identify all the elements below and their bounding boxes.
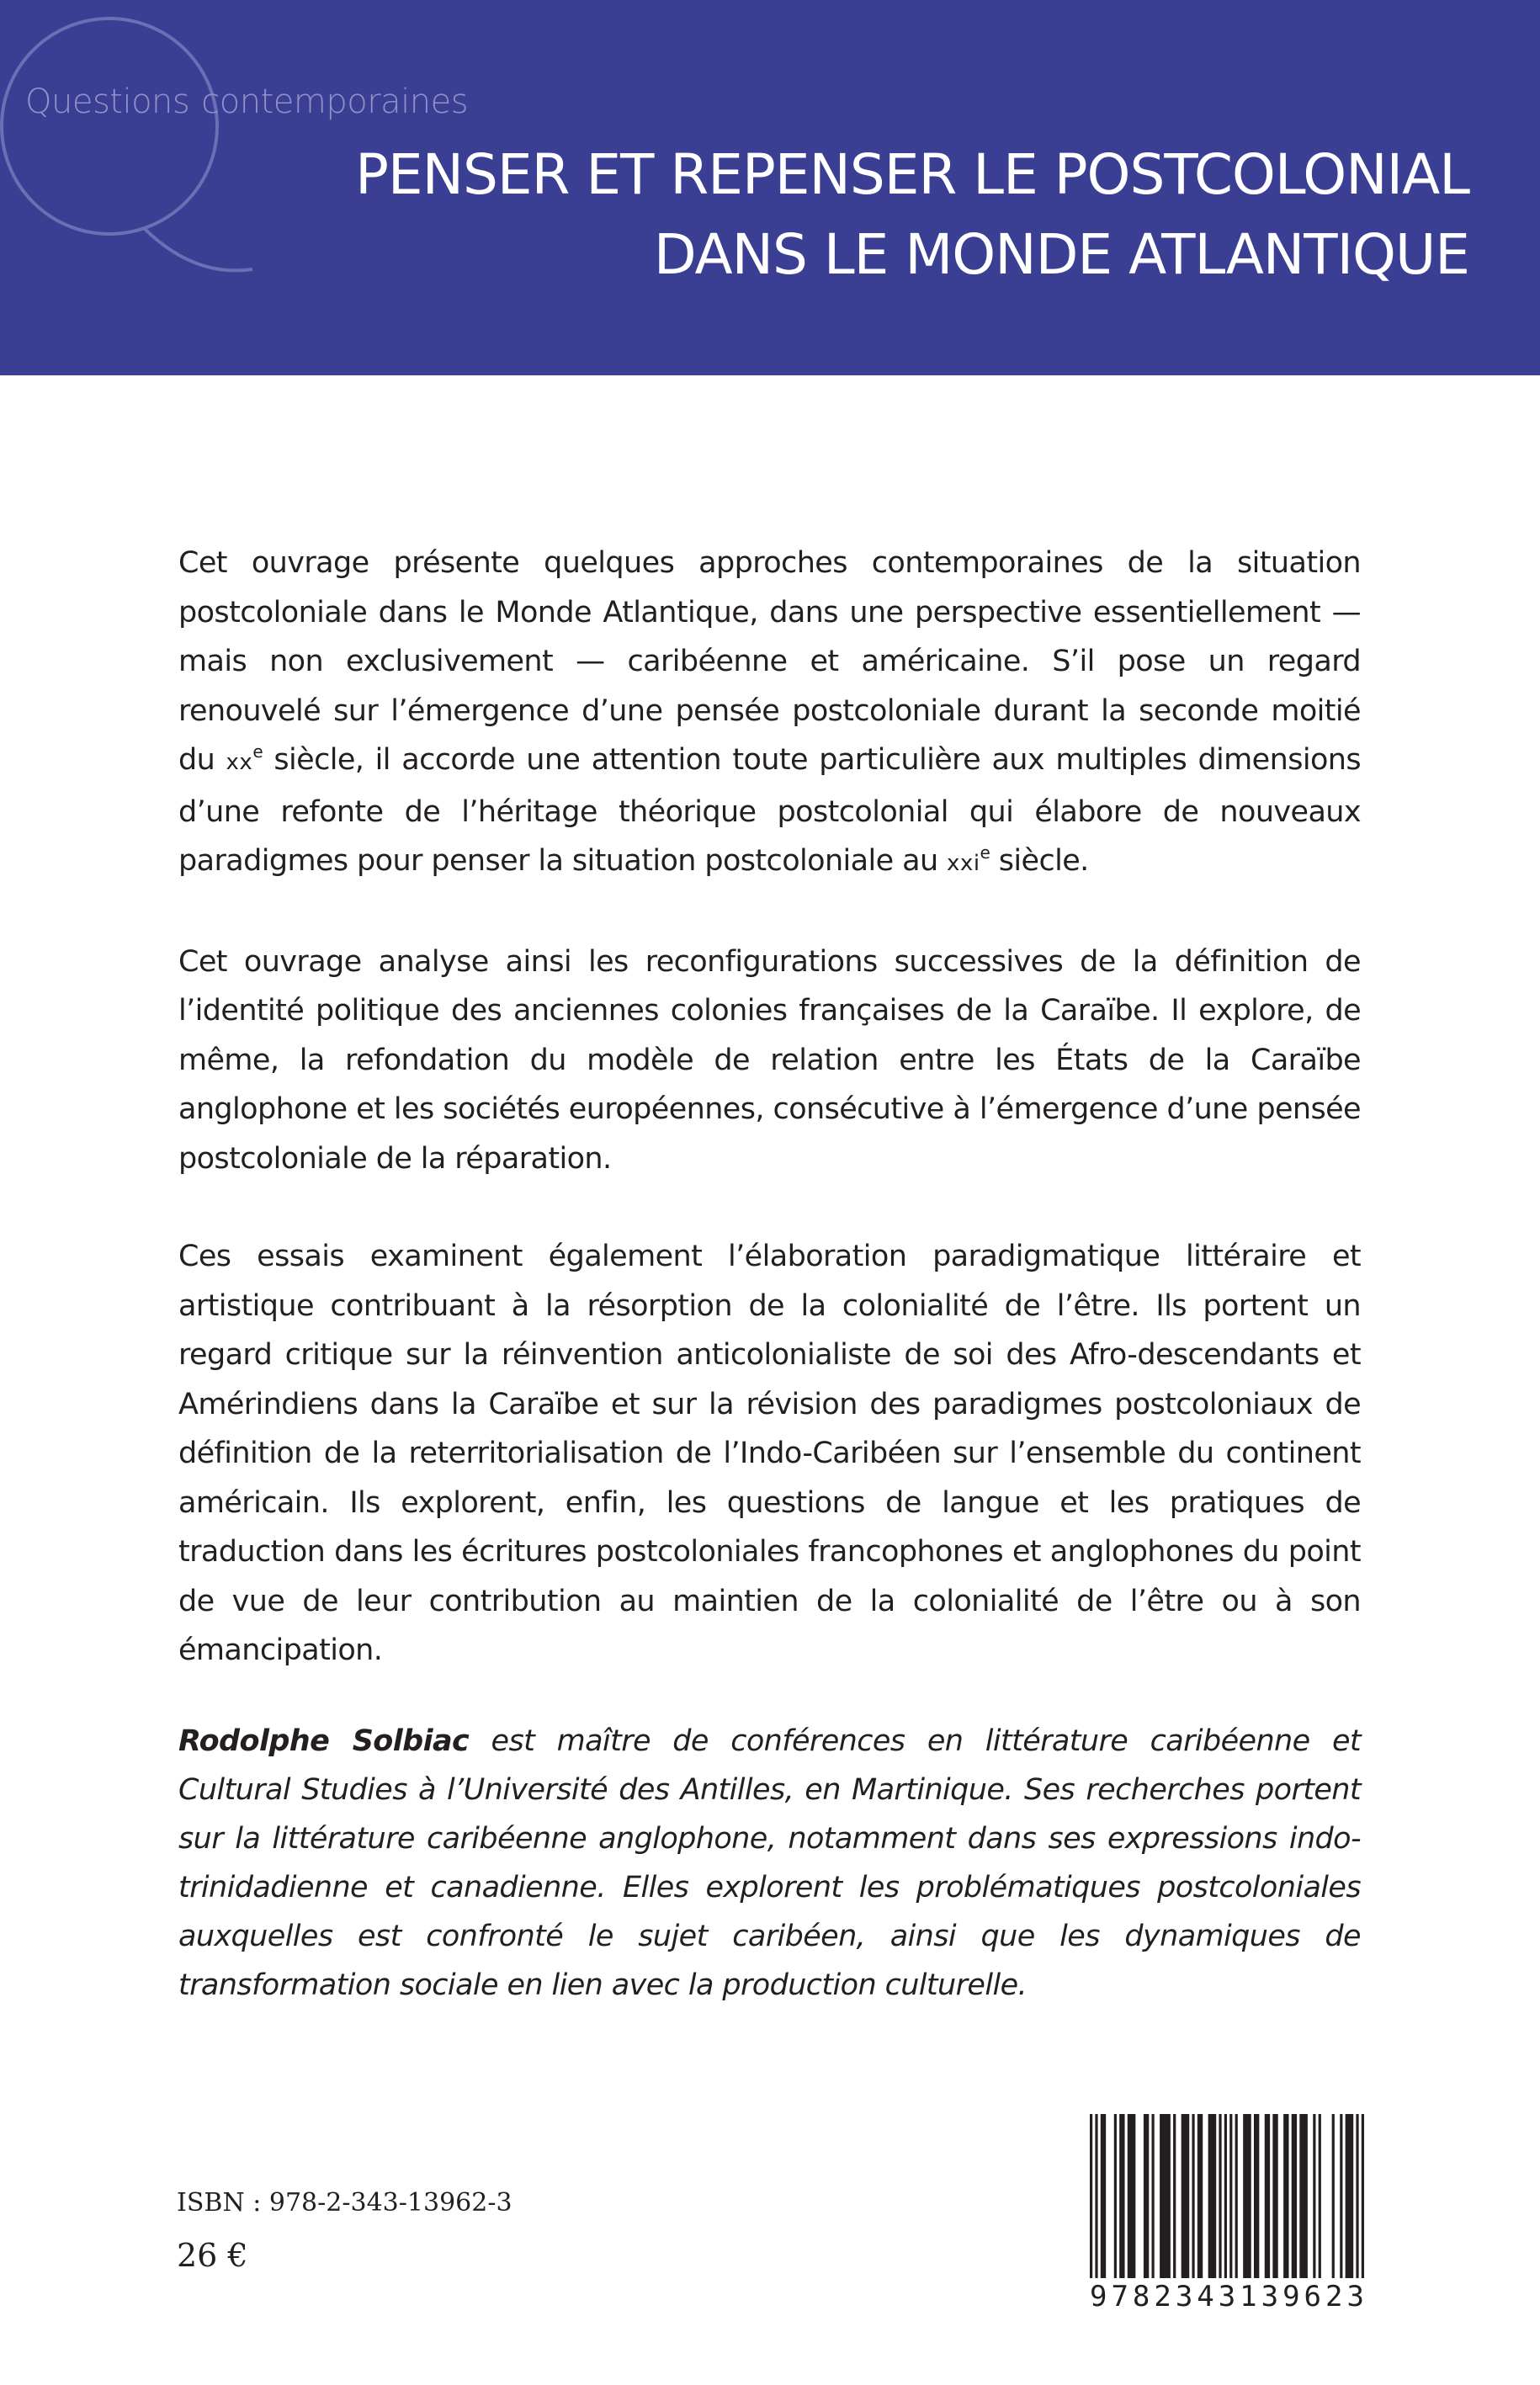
author-name: Rodolphe Solbiac xyxy=(178,1724,470,1758)
barcode-bars xyxy=(1090,2114,1364,2282)
barcode-digit: 8 xyxy=(1132,2280,1150,2313)
barcode-bar xyxy=(1229,2114,1232,2278)
barcode-bar xyxy=(1254,2114,1259,2278)
barcode-bar xyxy=(1332,2114,1335,2278)
barcode-digit: 2 xyxy=(1154,2280,1171,2313)
barcode-bar xyxy=(1208,2114,1217,2278)
barcode-digit: 3 xyxy=(1175,2280,1193,2313)
barcode-bar xyxy=(1356,2114,1358,2278)
price-text: 26 € xyxy=(177,2237,248,2274)
barcode-digit: 2 xyxy=(1325,2280,1343,2313)
barcode-digit: 7 xyxy=(1111,2280,1128,2313)
author-bio xyxy=(178,1717,1361,2010)
cover-header xyxy=(0,0,1540,375)
barcode-bar xyxy=(1272,2114,1277,2278)
barcode-bar xyxy=(1299,2114,1308,2278)
blurb-paragraph-3: Ces essais examinent également l’élaboration paradigmatique littéraire et artistique contribuant à la résorption de la colonialité de l’être. Ils portent un regard critique sur la réinvention anticolonialiste de soi des Afro-descendants et Amérindiens dans la Caraïbe et sur la révision des paradigmes postcoloniaux de définition de la reterritorialisation de l’Indo-Caribéen sur l’ensemble du continent américain. Ils explorent, enfin, les questions de langue et les pratiques de traduction dans les écritures postcoloniales francophones et anglophones du point de vue de leur contribution au maintien de la colonialité de l’être ou à son émancipation. xyxy=(178,1240,1361,1667)
book-title xyxy=(39,135,1469,295)
barcode-bar xyxy=(1095,2114,1097,2278)
barcode-bar xyxy=(1362,2114,1364,2278)
author-bio-text: est maître de conférences en littérature caribéenne et Cultural Studies à l’Université des Antilles, en Martinique. Ses recherches portent sur la littérature caribéenne anglophone, notamment dans ses expressions indo-trinidadienne et canadienne. Elles explorent les problématiques postcoloniales auxquelles est confronté le sujet caribéen, ainsi que les dynamiques de transformation sociale en lien avec la production culturelle. xyxy=(178,1724,1361,2002)
barcode-bar xyxy=(1160,2114,1171,2278)
barcode-bar xyxy=(1346,2114,1354,2278)
superscript-e: e xyxy=(252,741,263,762)
barcode-bar xyxy=(1119,2114,1124,2278)
series-word-questions: Questions xyxy=(25,82,190,121)
barcode-bar xyxy=(1292,2114,1297,2278)
series-name xyxy=(25,82,468,121)
barcode-bar xyxy=(1313,2114,1315,2278)
century-xxi: xxi xyxy=(947,851,980,876)
blurb xyxy=(178,539,1361,1724)
barcode-digit: 9 xyxy=(1090,2280,1107,2313)
book-title-line-1: PENSER ET REPENSER LE POSTCOLONIAL xyxy=(355,142,1469,207)
barcode-bar xyxy=(1283,2114,1288,2278)
barcode xyxy=(1090,2114,1364,2312)
barcode-digit: 9 xyxy=(1282,2280,1300,2313)
barcode-bar xyxy=(1197,2114,1203,2278)
barcode-digits xyxy=(1090,2280,1364,2313)
barcode-bar xyxy=(1243,2114,1251,2278)
barcode-bar xyxy=(1173,2114,1176,2278)
barcode-bar xyxy=(1192,2114,1194,2278)
barcode-digit: 3 xyxy=(1346,2280,1364,2313)
barcode-bar xyxy=(1219,2114,1221,2278)
superscript-e: e xyxy=(980,842,990,863)
barcode-bar xyxy=(1265,2114,1270,2278)
blurb-paragraph-1: Cet ouvrage présente quelques approches contemporaines de la situation postcoloniale dans le Monde Atlantique, dans une perspective essentiellement — mais non exclusivement — caribéenne et américaine. S’il pose un regard renouvelé sur l’émergence d’une pensée postcoloniale durant la seconde moitié du $xx^e$ siècle, il accorde une attention toute particulière aux multiples dimensions d’une refonte de l’héritage théorique postcolonial qui élabore de nouveaux paradigmes pour penser la situation postcoloniale au xxi$^e$ siècle. xyxy=(178,546,1361,878)
barcode-bar xyxy=(1144,2114,1149,2278)
barcode-bar xyxy=(1101,2114,1106,2278)
barcode-bar xyxy=(1090,2114,1092,2278)
barcode-bar xyxy=(1235,2114,1238,2278)
blurb-paragraph-2: Cet ouvrage analyse ainsi les reconfigurations successives de la définition de l’identité politique des anciennes colonies françaises de la Caraïbe. Il explore, de même, la refondation du modèle de relation entre les États de la Caraïbe anglophone et les sociétés européennes, consécutive à l’émergence d’une pensée postcoloniale de la réparation. xyxy=(178,944,1361,1176)
isbn-text: ISBN : 978-2-343-13962-3 xyxy=(177,2188,512,2218)
barcode-bar xyxy=(1340,2114,1342,2278)
barcode-bar xyxy=(1114,2114,1117,2278)
barcode-bar xyxy=(1224,2114,1227,2278)
barcode-bar xyxy=(1182,2114,1190,2278)
barcode-bar xyxy=(1128,2114,1136,2278)
barcode-digit: 3 xyxy=(1261,2280,1279,2313)
barcode-digit: 4 xyxy=(1197,2280,1214,2313)
barcode-bar xyxy=(1319,2114,1321,2278)
barcode-digit: 6 xyxy=(1304,2280,1322,2313)
series-word-contemporaines: contemporaines xyxy=(201,82,469,121)
century-xx: xx xyxy=(226,750,253,775)
barcode-digit: 1 xyxy=(1240,2280,1257,2313)
barcode-digit: 3 xyxy=(1218,2280,1236,2313)
book-title-line-2: DANS LE MONDE ATLANTIQUE xyxy=(653,222,1469,287)
barcode-bar xyxy=(1152,2114,1155,2278)
